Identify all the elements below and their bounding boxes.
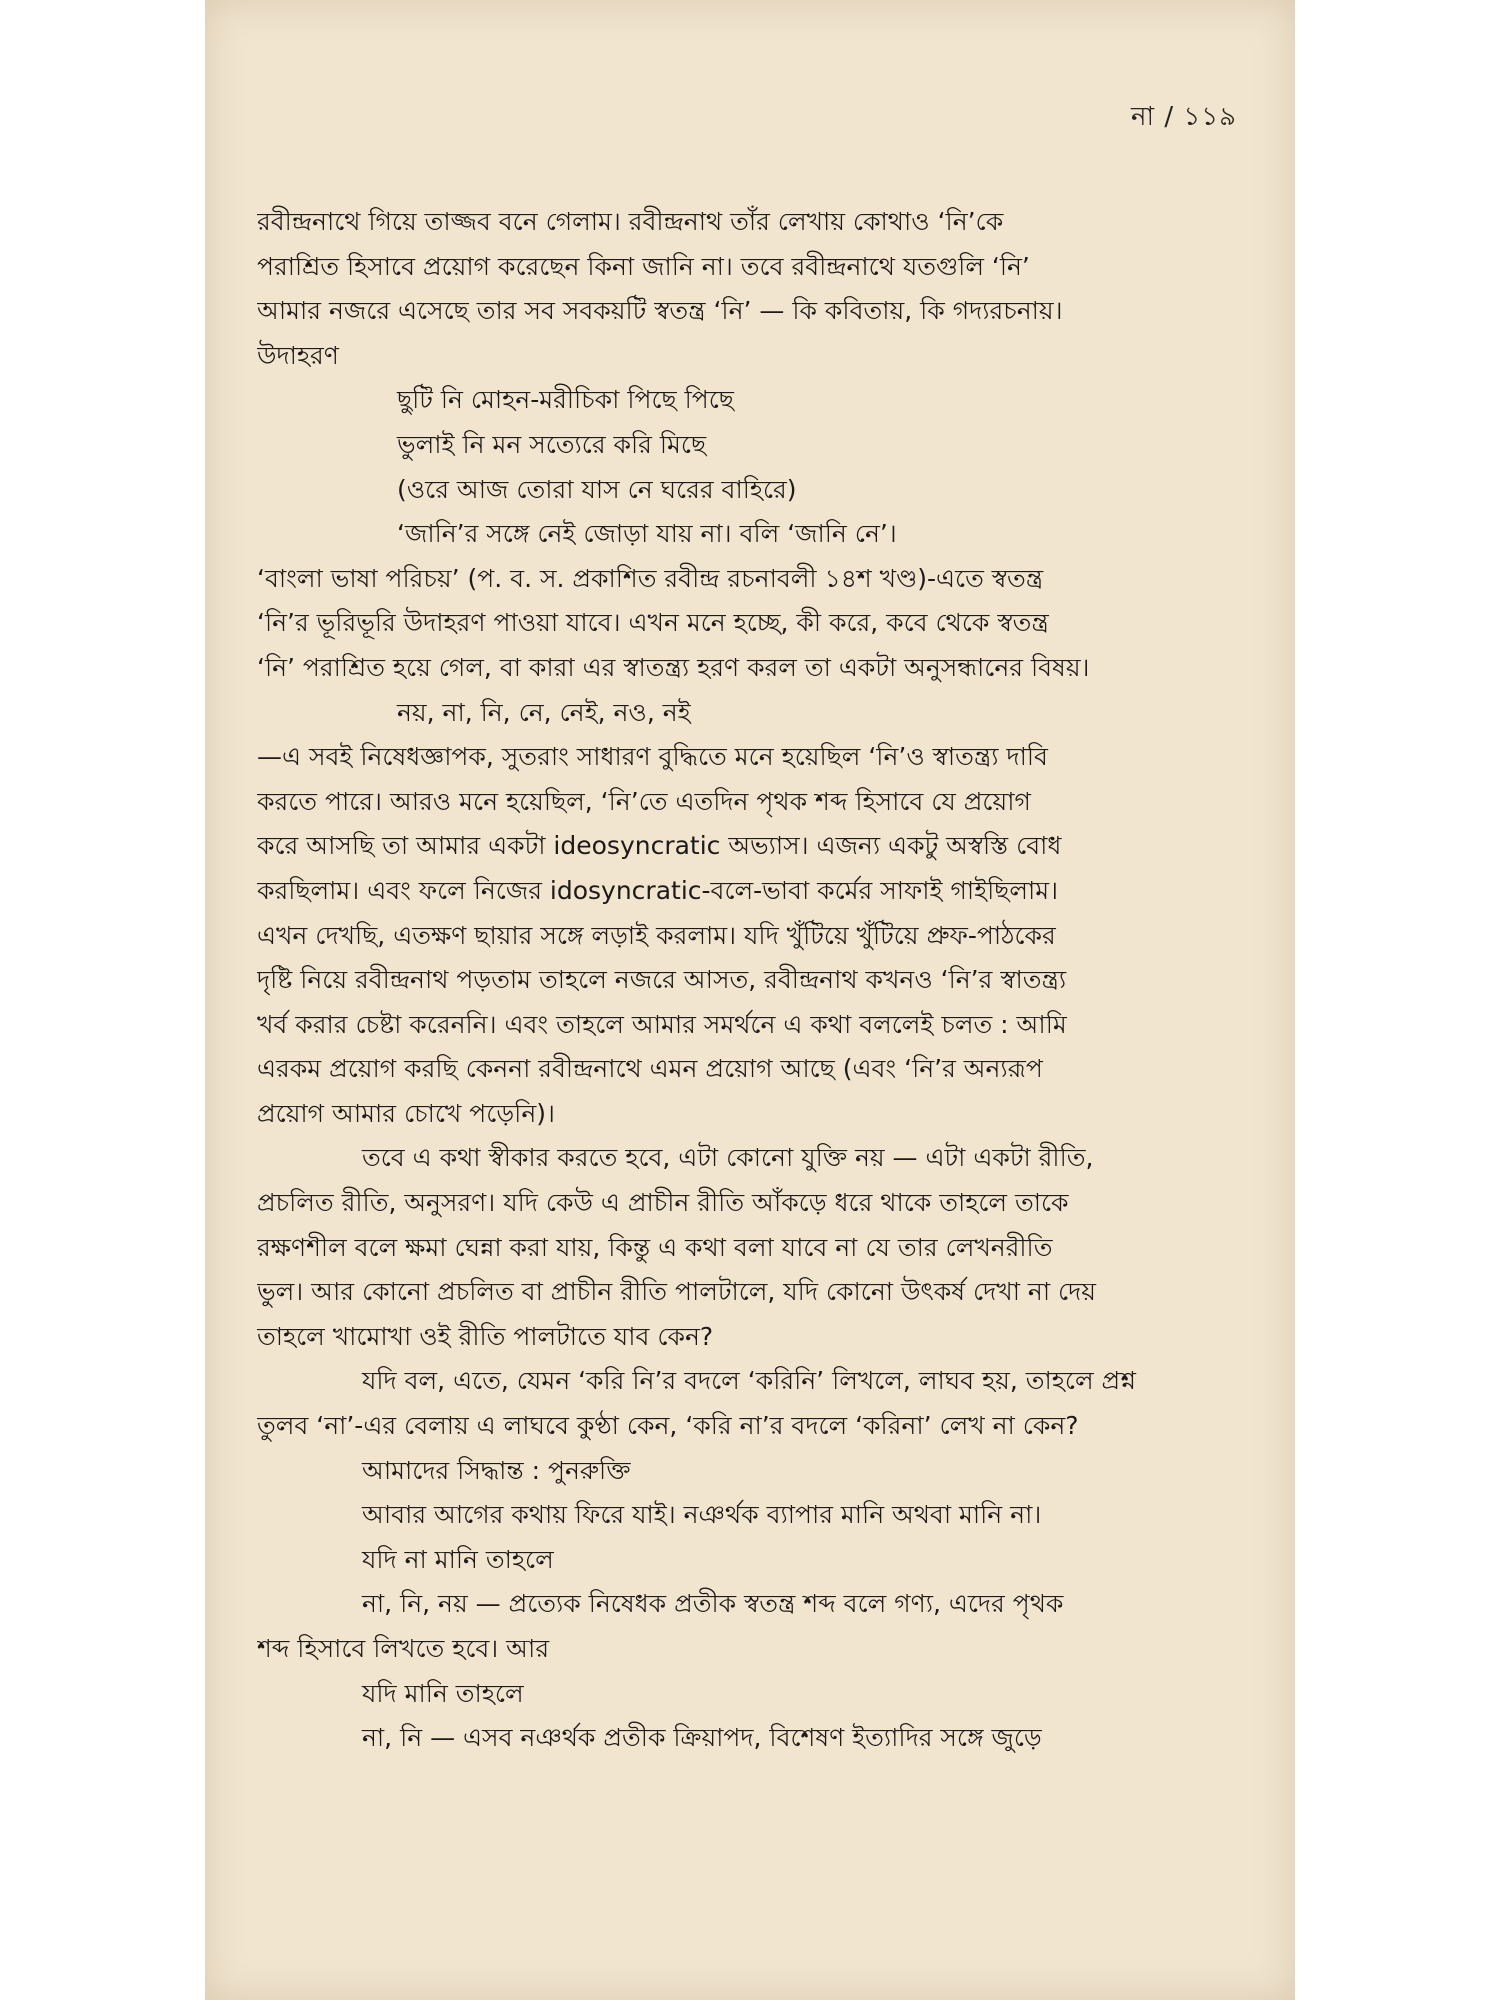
text-line: করছিলাম। এবং ফলে নিজের idosyncratic-বলে-ভাবা কর্মের সাফাই গাইছিলাম।	[257, 875, 1059, 905]
text-line: যদি বল, এতে, যেমন ‘করি নি’র বদলে ‘করিনি’ লিখলে, লাঘব হয়, তাহলে প্রশ্ন	[362, 1366, 1136, 1396]
text-line: উদাহরণ	[257, 340, 339, 370]
text-line: তবে এ কথা স্বীকার করতে হবে, এটা কোনো যুক্তি নয় — এটা একটা রীতি,	[362, 1143, 1094, 1173]
text-line: করতে পারে। আরও মনে হয়েছিল, ‘নি’তে এতদিন পৃথক শব্দ হিসাবে যে প্রয়োগ	[257, 786, 1031, 816]
text-line: প্রচলিত রীতি, অনুসরণ। যদি কেউ এ প্রাচীন রীতি আঁকড়ে ধরে থাকে তাহলে তাকে	[257, 1188, 1069, 1218]
text-line: তুলব ‘না’-এর বেলায় এ লাঘবে কুণ্ঠা কেন, ‘করি না’র বদলে ‘করিনা’ লেখ না কেন?	[257, 1411, 1079, 1441]
text-line: ছুটি নি মোহন-মরীচিকা পিছে পিছে	[397, 385, 734, 415]
page-header-number: না / ১১৯	[1131, 102, 1237, 132]
text-line: (ওরে আজ তোরা যাস নে ঘরের বাহিরে)	[397, 474, 797, 504]
text-line: নয়, না, নি, নে, নেই, নও, নই	[397, 697, 691, 727]
page-body-text	[257, 200, 1247, 1761]
text-line: রক্ষণশীল বলে ক্ষমা ঘেন্না করা যায়, কিন্তু এ কথা বলা যাবে না যে তার লেখনরীতি	[257, 1232, 1053, 1262]
book-page	[205, 0, 1295, 2000]
text-line: ভুল। আর কোনো প্রচলিত বা প্রাচীন রীতি পালটালে, যদি কোনো উৎকর্ষ দেখা না দেয়	[257, 1277, 1097, 1307]
text-line: আবার আগের কথায় ফিরে যাই। নঞর্থক ব্যাপার মানি অথবা মানি না।	[362, 1500, 1042, 1530]
text-line: পরাশ্রিত হিসাবে প্রয়োগ করেছেন কিনা জানি না। তবে রবীন্দ্রনাথে যতগুলি ‘নি’	[257, 251, 1030, 281]
text-line: ‘জানি’র সঙ্গে নেই জোড়া যায় না। বলি ‘জানি নে’।	[397, 519, 897, 549]
text-line: আমার নজরে এসেছে তার সব সবকয়টি স্বতন্ত্র ‘নি’ — কি কবিতায়, কি গদ্যরচনায়।	[257, 296, 1063, 326]
text-line: —এ সবই নিষেধজ্ঞাপক, সুতরাং সাধারণ বুদ্ধিতে মনে হয়েছিল ‘নি’ও স্বাতন্ত্র্য দাবি	[257, 742, 1048, 772]
text-line: এখন দেখছি, এতক্ষণ ছায়ার সঙ্গে লড়াই করলাম। যদি খুঁটিয়ে খুঁটিয়ে প্রুফ-পাঠকের	[257, 920, 1056, 950]
text-line: প্রয়োগ আমার চোখে পড়েনি)।	[257, 1098, 555, 1128]
text-line: তাহলে খামোখা ওই রীতি পালটাতে যাব কেন?	[257, 1321, 714, 1351]
text-line: দৃষ্টি নিয়ে রবীন্দ্রনাথ পড়তাম তাহলে নজরে আসত, রবীন্দ্রনাথ কখনও ‘নি’র স্বাতন্ত্র্য	[257, 965, 1067, 995]
text-line: ‘নি’র ভূরিভূরি উদাহরণ পাওয়া যাবে। এখন মনে হচ্ছে, কী করে, কবে থেকে স্বতন্ত্র	[257, 608, 1049, 638]
text-line: শব্দ হিসাবে লিখতে হবে। আর	[257, 1634, 550, 1663]
text-line: এরকম প্রয়োগ করছি কেননা রবীন্দ্রনাথে এমন প্রয়োগ আছে (এবং ‘নি’র অন্যরূপ	[257, 1054, 1043, 1084]
text-line: আমাদের সিদ্ধান্ত : পুনরুক্তি	[362, 1455, 631, 1485]
text-line: যদি মানি তাহলে	[362, 1678, 524, 1708]
text-line: না, নি, নয় — প্রত্যেক নিষেধক প্রতীক স্বতন্ত্র শব্দ বলে গণ্য, এদের পৃথক	[362, 1589, 1064, 1619]
text-line: খর্ব করার চেষ্টা করেননি। এবং তাহলে আমার সমর্থনে এ কথা বললেই চলত : আমি	[257, 1009, 1067, 1039]
text-line: ভুলাই নি মন সত্যেরে করি মিছে	[397, 429, 707, 459]
text-line: ‘নি’ পরাশ্রিত হয়ে গেল, বা কারা এর স্বাতন্ত্র্য হরণ করল তা একটা অনুসন্ধানের বিষয়।	[257, 652, 1090, 682]
text-line: না, নি — এসব নঞর্থক প্রতীক ক্রিয়াপদ, বিশেষণ ইত্যাদির সঙ্গে জুড়ে	[362, 1723, 1042, 1753]
text-line: যদি না মানি তাহলে	[362, 1544, 554, 1574]
text-line: ‘বাংলা ভাষা পরিচয়’ (প. ব. স. প্রকাশিত রবীন্দ্র রচনাবলী ১৪শ খণ্ড)-এতে স্বতন্ত্র	[257, 563, 1044, 593]
text-line: রবীন্দ্রনাথে গিয়ে তাজ্জব বনে গেলাম। রবীন্দ্রনাথ তাঁর লেখায় কোথাও ‘নি’কে	[257, 207, 1004, 236]
text-line: করে আসছি তা আমার একটা ideosyncratic অভ্যাস। এজন্য একটু অস্বস্তি বোধ	[257, 831, 1062, 861]
